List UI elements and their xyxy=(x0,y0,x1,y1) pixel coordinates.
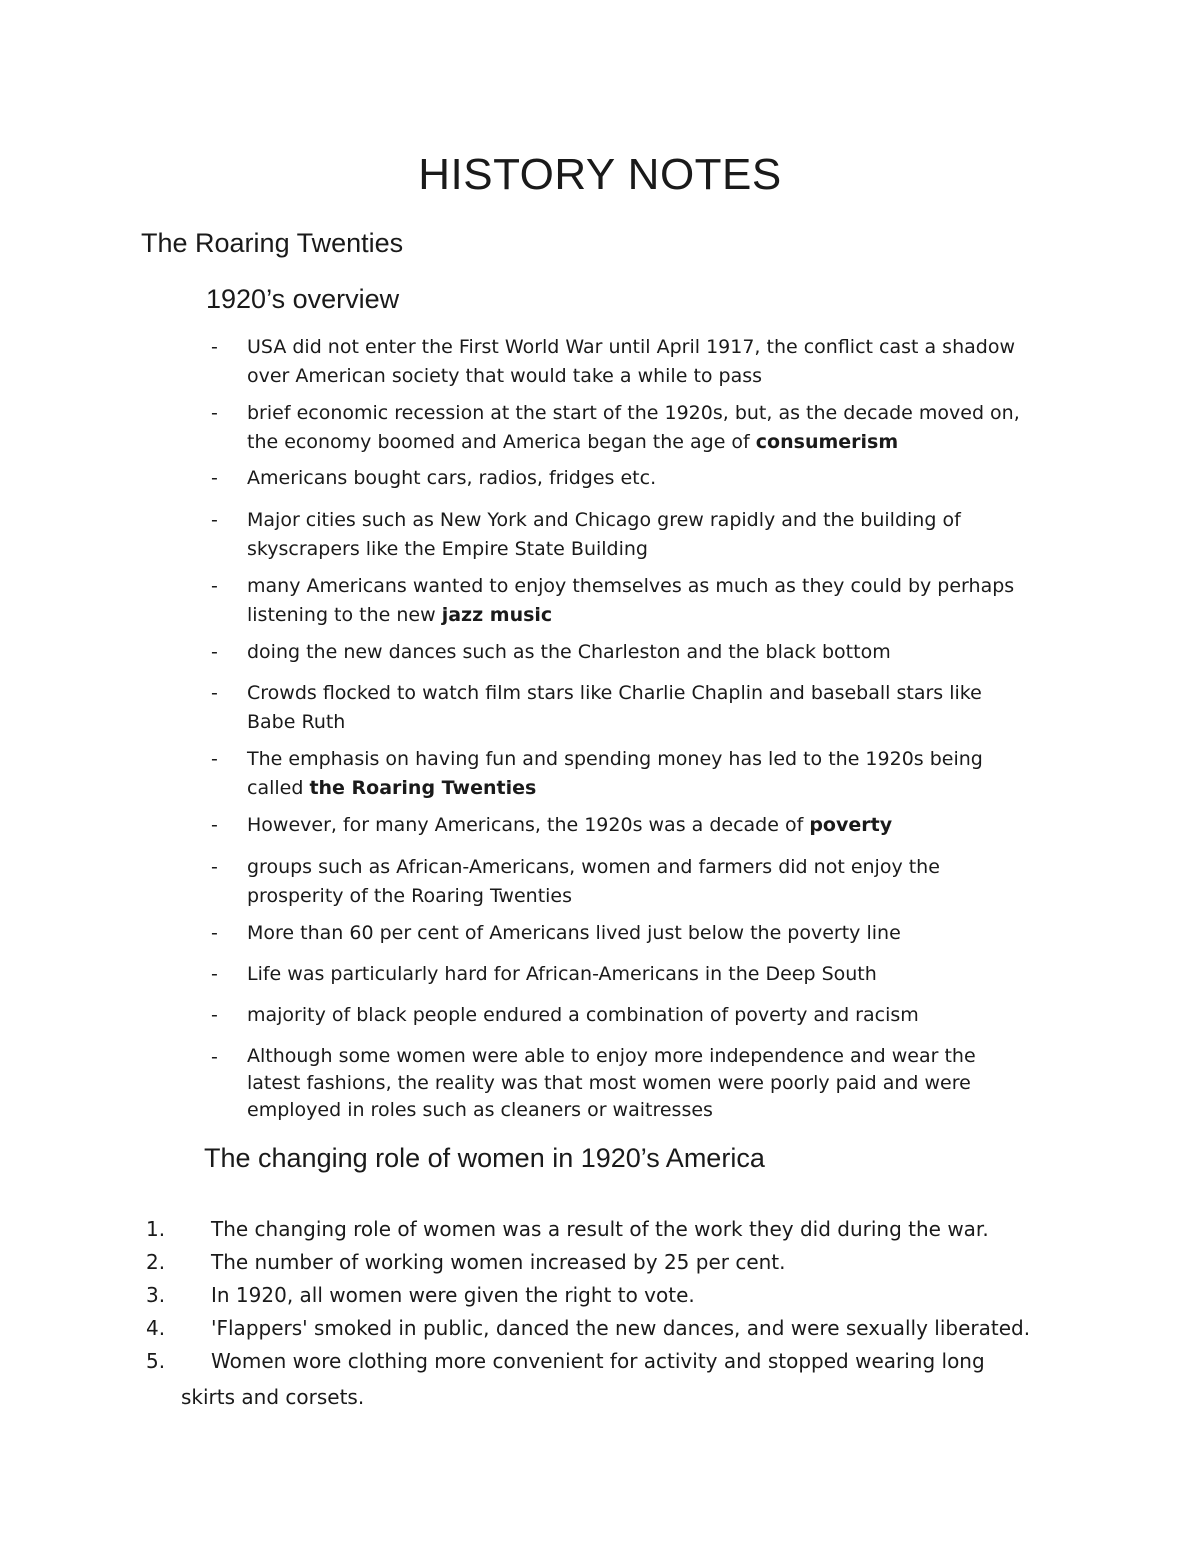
item-number: 2. xyxy=(146,1250,166,1274)
bullet-line: skyscrapers like the Empire State Building xyxy=(247,538,648,560)
bullet-line: majority of black people endured a combination of poverty and racism xyxy=(247,1004,919,1026)
bullet-text xyxy=(247,464,1067,493)
bullet-line: doing the new dances such as the Charleston and the black bottom xyxy=(247,641,891,663)
bullet-line: Babe Ruth xyxy=(247,711,346,733)
bullet-bold-term: consumerism xyxy=(755,431,899,453)
bullet-dash: - xyxy=(211,922,218,944)
bullet-dash: - xyxy=(211,682,218,704)
bullet-line: Americans bought cars, radios, fridges etc. xyxy=(247,467,657,489)
bullet-line: Major cities such as New York and Chicago grew rapidly and the building of xyxy=(247,509,961,531)
bullet-dash: - xyxy=(211,814,218,836)
bullet-text xyxy=(247,919,1067,948)
bullet-text xyxy=(247,399,1067,457)
bullet-dash: - xyxy=(211,1046,218,1068)
bullet-text xyxy=(247,960,1067,989)
bullet-dash: - xyxy=(211,748,218,770)
bullet-line: Although some women were able to enjoy more independence and wear the xyxy=(247,1045,976,1067)
numbered-item-continuation: skirts and corsets. xyxy=(181,1385,365,1409)
bullet-line: prosperity of the Roaring Twenties xyxy=(247,885,573,907)
bullet-line: listening to the new xyxy=(247,604,442,626)
bullet-line: many Americans wanted to enjoy themselves as much as they could by perhaps xyxy=(247,575,1015,597)
bullet-line: More than 60 per cent of Americans lived just below the poverty line xyxy=(247,922,901,944)
bullet-bold-term: poverty xyxy=(809,814,893,836)
item-text: The number of working women increased by 25 per cent. xyxy=(211,1250,786,1274)
bullet-line: the economy boomed and America began the age of xyxy=(247,431,756,453)
bullet-bold-term: jazz music xyxy=(441,604,553,626)
overview-subheading: 1920’s overview xyxy=(206,284,400,314)
item-text: 'Flappers' smoked in public, danced the new dances, and were sexually liberated. xyxy=(211,1316,1031,1340)
bullet-dash: - xyxy=(211,467,218,489)
section-heading: The Roaring Twenties xyxy=(141,228,404,258)
item-number: 4. xyxy=(146,1316,166,1340)
bullet-text xyxy=(247,1043,1067,1124)
bullet-text xyxy=(247,638,1067,667)
bullet-text xyxy=(247,679,1067,737)
bullet-line: latest fashions, the reality was that most women were poorly paid and were xyxy=(247,1072,971,1094)
bullet-dash: - xyxy=(211,963,218,985)
bullet-dash: - xyxy=(211,575,218,597)
bullet-line: groups such as African-Americans, women and farmers did not enjoy the xyxy=(247,856,940,878)
bullet-text xyxy=(247,811,1067,840)
bullet-text xyxy=(247,1001,1067,1030)
bullet-dash: - xyxy=(211,336,218,358)
bullet-text xyxy=(247,853,1067,911)
bullet-dash: - xyxy=(211,509,218,531)
women-section-heading: The changing role of women in 1920’s America xyxy=(204,1143,765,1173)
bullet-bold-term: the Roaring Twenties xyxy=(309,777,537,799)
bullet-text xyxy=(247,745,1067,803)
bullet-line: over American society that would take a while to pass xyxy=(247,365,763,387)
bullet-line: called xyxy=(247,777,310,799)
bullet-text xyxy=(247,506,1067,564)
bullet-line: Crowds flocked to watch film stars like Charlie Chaplin and baseball stars like xyxy=(247,682,982,704)
bullet-line: Life was particularly hard for African-Americans in the Deep South xyxy=(247,963,877,985)
bullet-text xyxy=(247,572,1067,630)
item-text: The changing role of women was a result of the work they did during the war. xyxy=(211,1217,989,1241)
bullet-line: However, for many Americans, the 1920s was a decade of xyxy=(247,814,810,836)
bullet-line: USA did not enter the First World War until April 1917, the conflict cast a shadow xyxy=(247,336,1015,358)
bullet-dash: - xyxy=(211,641,218,663)
item-number: 3. xyxy=(146,1283,166,1307)
bullet-dash: - xyxy=(211,1004,218,1026)
bullet-dash: - xyxy=(211,856,218,878)
bullet-line: brief economic recession at the start of the 1920s, but, as the decade moved on, xyxy=(247,402,1020,424)
document-title: HISTORY NOTES xyxy=(418,150,782,199)
bullet-line: The emphasis on having fun and spending money has led to the 1920s being xyxy=(247,748,983,770)
bullet-line: employed in roles such as cleaners or waitresses xyxy=(247,1099,713,1121)
item-text: Women wore clothing more convenient for activity and stopped wearing long xyxy=(211,1349,985,1373)
item-number: 1. xyxy=(146,1217,166,1241)
bullet-dash: - xyxy=(211,402,218,424)
item-text: In 1920, all women were given the right to vote. xyxy=(211,1283,695,1307)
bullet-text xyxy=(247,333,1067,391)
item-number: 5. xyxy=(146,1349,166,1373)
